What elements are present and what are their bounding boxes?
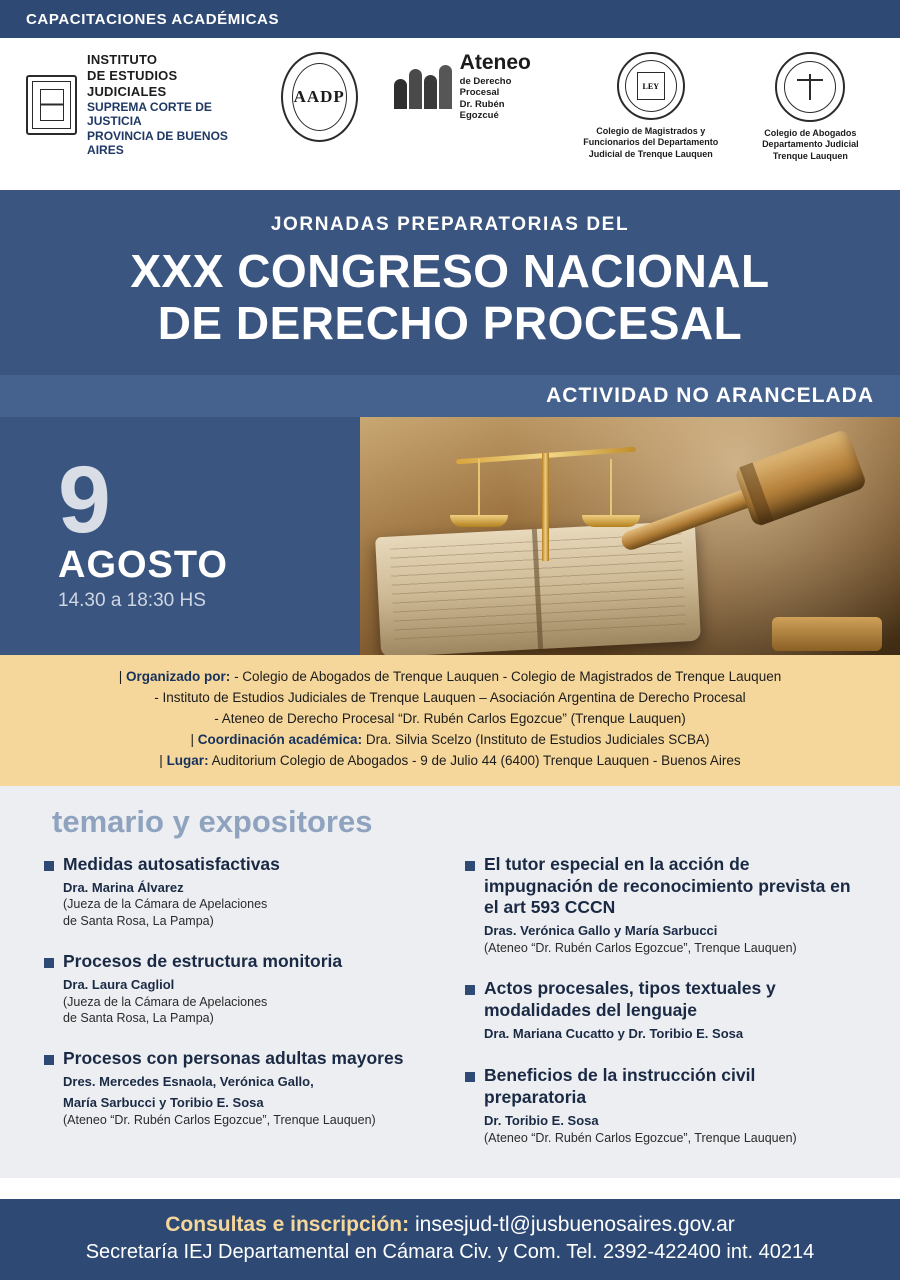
topic-speaker: Dra. Mariana Cucatto y Dr. Toribio E. Sosa <box>484 1026 744 1042</box>
logo-strip <box>0 38 900 190</box>
justice-photo <box>360 417 900 655</box>
venue-value: Auditorium Colegio de Abogados - 9 de Julio 44 (6400) Trenque Lauquen - Buenos Aires <box>211 752 741 768</box>
logo-colegio-magistrados <box>583 52 719 160</box>
temario-column-right <box>465 854 856 1168</box>
organized-line-3: - Ateneo de Derecho Procesal “Dr. Rubén Carlos Egozcue” (Trenque Lauquen) <box>214 710 686 726</box>
event-month: AGOSTO <box>58 544 228 587</box>
topic-note-1: (Jueza de la Cámara de Apelaciones <box>63 994 268 1009</box>
ateneo-sub2: Dr. Rubén Egozcué <box>459 98 505 122</box>
topic-title: El tutor especial en la acción de impugnación de reconocimiento prevista en el art 593 CCCN <box>484 853 851 918</box>
topic-title: Procesos con personas adultas mayores <box>63 1048 404 1069</box>
abogados-seal-icon <box>775 52 845 122</box>
topic-note-2: de Santa Rosa, La Pampa) <box>63 1010 214 1025</box>
topic-item <box>465 1065 856 1146</box>
square-bullet-icon <box>44 861 54 871</box>
topic-note-2: de Santa Rosa, La Pampa) <box>63 913 214 928</box>
scales-of-justice-icon <box>456 435 636 565</box>
footer-contact <box>0 1199 900 1280</box>
scba-seal-icon <box>26 75 77 135</box>
iej-line1: INSTITUTO <box>87 52 158 67</box>
topic-title: Beneficios de la instrucción civil preparatoria <box>484 1065 756 1107</box>
temario-column-left <box>44 854 435 1168</box>
coordination-label: Coordinación académica: <box>197 731 363 747</box>
topic-item <box>44 951 435 1026</box>
iej-line3: SUPREMA CORTE DE JUSTICIA <box>87 99 212 129</box>
free-activity-band <box>0 375 900 417</box>
topic-speaker-2: María Sarbucci y Toribio E. Sosa <box>63 1094 264 1110</box>
topic-title: Procesos de estructura monitoria <box>63 950 343 971</box>
title-line-1: XXX CONGRESO NACIONAL <box>130 245 770 297</box>
iej-line4: PROVINCIA DE BUENOS AIRES <box>87 128 228 158</box>
event-time: 14.30 a 18:30 HS <box>58 590 206 612</box>
topic-item <box>44 854 435 929</box>
coordination-value: Dra. Silvia Scelzo (Instituto de Estudios Judiciales SCBA) <box>365 731 710 747</box>
organized-value: - Colegio de Abogados de Trenque Lauquen - Colegio de Magistrados de Trenque Lauquen <box>234 669 782 685</box>
temario-section <box>0 786 900 1178</box>
ateneo-name: Ateneo <box>459 51 531 74</box>
topic-note-1: (Ateneo “Dr. Rubén Carlos Egozcue”, Trenque Lauquen) <box>63 1112 376 1127</box>
sound-block-image <box>772 617 882 651</box>
topic-item <box>44 1048 435 1128</box>
iej-line2: DE ESTUDIOS JUDICIALES <box>87 67 178 99</box>
logo-aadp <box>281 52 358 142</box>
abogados-caption: Colegio de Abogados Departamento Judicial Trenque Lauquen <box>762 128 859 161</box>
square-bullet-icon <box>44 1055 54 1065</box>
capacitaciones-label: CAPACITACIONES ACADÉMICAS <box>26 10 280 28</box>
magistrados-caption: Colegio de Magistrados y Funcionarios del Departamento Judicial de Trenque Lauquen <box>583 126 719 159</box>
logo-instituto-estudios-judiciales <box>26 52 241 158</box>
contact-label: Consultas e inscripción: <box>165 1212 410 1236</box>
topic-title: Actos procesales, tipos textuales y modalidades del lenguaje <box>484 978 776 1021</box>
topic-speaker: Dres. Mercedes Esnaola, Verónica Gallo, <box>63 1074 314 1090</box>
topic-speaker: Dra. Marina Álvarez <box>63 879 184 895</box>
topic-speaker: Dr. Toribio E. Sosa <box>484 1112 599 1128</box>
aadp-letters: AADP <box>293 87 345 106</box>
square-bullet-icon <box>465 1072 475 1082</box>
organized-line-1: | Organizado por: - Colegio de Abogados de Trenque Lauquen - Colegio de Magistrados de Trenque Lauquen <box>118 669 782 685</box>
topic-note-1: (Ateneo “Dr. Rubén Carlos Egozcue”, Trenque Lauquen) <box>484 1130 797 1145</box>
footer-line-2: Secretaría IEJ Departamental en Cámara Civ. y Com. Tel. 2392-422400 int. 40214 <box>85 1241 815 1263</box>
magistrados-seal-text: LEY <box>637 72 665 100</box>
event-date <box>0 417 360 655</box>
organized-line-2: - Instituto de Estudios Judiciales de Trenque Lauquen – Asociación Argentina de Derecho Procesal <box>154 689 746 705</box>
coordination-line: | Coordinación académica: Dra. Silvia Scelzo (Instituto de Estudios Judiciales SCBA) <box>190 731 710 747</box>
hero-section <box>0 417 900 655</box>
footer-line-1 <box>0 1211 900 1239</box>
square-bullet-icon <box>465 985 475 995</box>
venue-label: Lugar: <box>166 752 209 768</box>
title-kicker: JORNADAS PREPARATORIAS DEL <box>270 214 630 235</box>
topic-speaker: Dras. Verónica Gallo y María Sarbucci <box>484 923 718 939</box>
title-band <box>0 190 900 375</box>
logo-colegio-abogados <box>747 52 874 162</box>
logo-ateneo <box>394 52 531 122</box>
event-day: 9 <box>58 446 111 553</box>
event-info <box>0 655 900 786</box>
magistrados-seal-icon <box>617 52 685 120</box>
temario-heading: temario y expositores <box>52 803 373 839</box>
topic-note-1: (Ateneo “Dr. Rubén Carlos Egozcue”, Trenque Lauquen) <box>484 941 797 956</box>
venue-line: | Lugar: Auditorium Colegio de Abogados - 9 de Julio 44 (6400) Trenque Lauquen - Buenos Aires <box>159 752 741 768</box>
contact-email[interactable]: insesjud-tl@jusbuenosaires.gov.ar <box>414 1212 735 1236</box>
organized-label: Organizado por: <box>126 669 231 685</box>
topic-title: Medidas autosatisfactivas <box>63 853 280 874</box>
title-line-2: DE DERECHO PROCESAL <box>157 296 743 349</box>
ateneo-sub1: de Derecho Procesal <box>459 76 512 99</box>
topic-note-1: (Jueza de la Cámara de Apelaciones <box>63 897 268 912</box>
topic-item <box>465 854 856 957</box>
free-activity-label: ACTIVIDAD NO ARANCELADA <box>546 384 874 408</box>
top-bar <box>0 0 900 38</box>
topic-item <box>465 978 856 1043</box>
square-bullet-icon <box>465 861 475 871</box>
square-bullet-icon <box>44 958 54 968</box>
ateneo-people-icon <box>394 65 452 109</box>
topic-speaker: Dra. Laura Cagliol <box>63 976 175 992</box>
